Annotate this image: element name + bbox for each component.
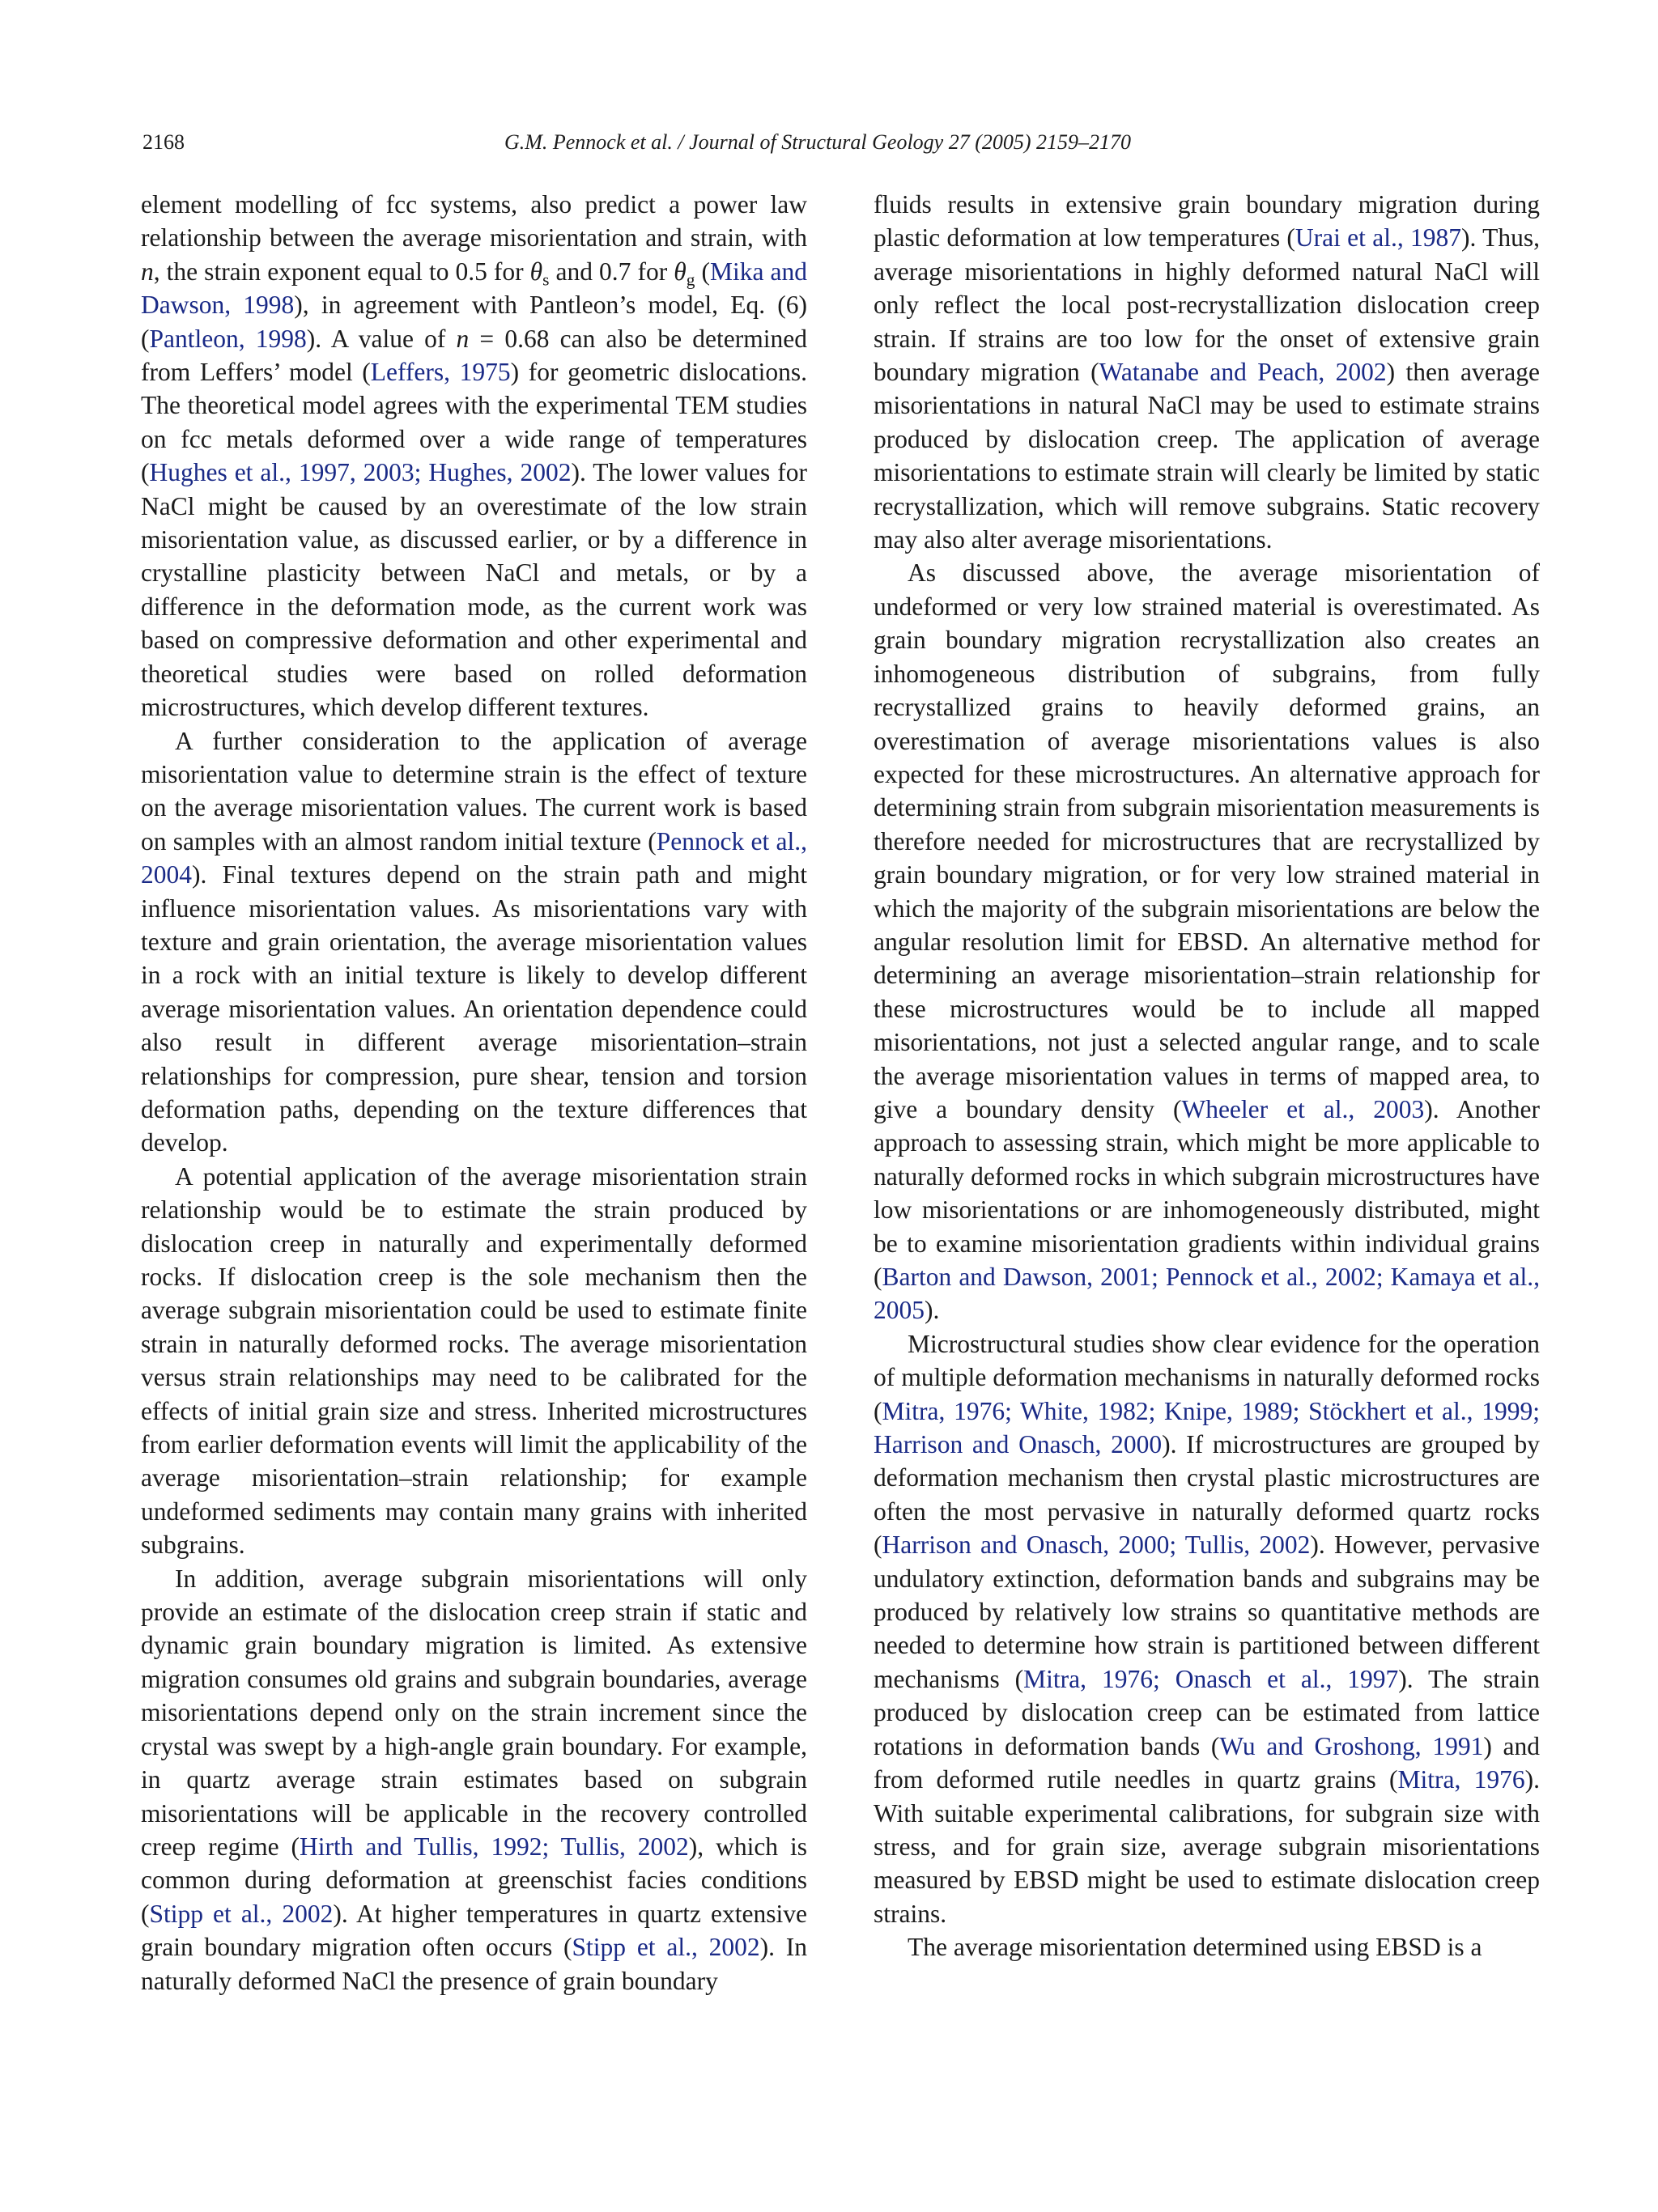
citation-link[interactable]: Stipp et al., 2002 bbox=[572, 1933, 760, 1962]
citation-link[interactable]: Leffers, 1975 bbox=[370, 358, 511, 387]
paragraph: A further consideration to the application of average misorientation value to determine strain is the effect of texture on the average misorientation values. The current work is based on samples with an almost random initial texture (Pennock et al., 2004). Final textures depend on the strain path and might influence misorientation values. As misorientations vary with texture and grain orientation, the average misorientation values in a rock with an initial texture is likely to develop different average misorientation values. An orientation dependence could also result in different average misorientation–strain relationships for compression, pure shear, tension and torsion deformation paths, depending on the texture differences that develop. bbox=[141, 726, 808, 1157]
left-column bbox=[141, 188, 807, 1998]
citation-link[interactable]: Watanabe and Peach, 2002 bbox=[1099, 358, 1387, 387]
paragraph: fluids results in extensive grain boundary migration during plastic deformation at low temperatures (Urai et al., 1987). Thus, average misorientations in highly deformed natural NaCl will only reflect the local post-recrystallization dislocation creep strain. If strains are too low for the onset of extensive grain boundary migration (Watanabe and Peach, 2002) then average misorientations in natural NaCl may be used to estimate strains produced by dislocation creep. The application of average misorientations to estimate strain will clearly be limited by static recrystallization, which will remove subgrains. Static recovery may also alter average misorientations. bbox=[874, 190, 1540, 554]
citation-link[interactable]: Mitra, 1976; Onasch et al., 1997 bbox=[1023, 1664, 1399, 1693]
math-variable: n bbox=[141, 257, 154, 286]
math-variable: n bbox=[456, 324, 470, 353]
right-column bbox=[874, 188, 1540, 1964]
citation-link[interactable]: Hirth and Tullis, 1992; Tullis, 2002 bbox=[300, 1832, 689, 1861]
paragraph: The average misorientation determined using EBSD is a bbox=[908, 1933, 1482, 1962]
citation-link[interactable]: Pennock et al., 2004 bbox=[141, 826, 808, 889]
citation-link[interactable]: Wu and Groshong, 1991 bbox=[1219, 1731, 1484, 1760]
math-variable: θ bbox=[674, 257, 687, 286]
paragraph: A potential application of the average misorientation strain relationship would be to estimate the strain produced by dislocation creep in naturally and experimentally deformed rocks. If dislocation creep is the sole mechanism then the average subgrain misorientation could be used to estimate finite strain in naturally deformed rocks. The average misorientation versus strain relationships may need to be calibrated for the effects of initial grain size and stress. Inherited microstructures from earlier deformation events will limit the applicability of the average misorientation–strain relationship; for example undeformed sediments may contain many grains with inherited subgrains. bbox=[141, 1161, 807, 1560]
citation-link[interactable]: Wheeler et al., 2003 bbox=[1181, 1094, 1425, 1123]
citation-link[interactable]: Harrison and Onasch, 2000; Tullis, 2002 bbox=[882, 1531, 1311, 1560]
math-variable: θ bbox=[529, 257, 543, 286]
citation-link[interactable]: Mitra, 1976 bbox=[1397, 1765, 1525, 1794]
paragraph: element modelling of fcc systems, also predict a power law relationship between the average misorientation and strain, with n, the strain exponent equal to 0.5 for $\theta_s$ and 0.7 for $\theta_g$ (Mika and Dawson, 1998), in agreement with Pantleon’s model, Eq. (6) (Pantleon, 1998). A value of n = 0.68 can also be determined from Leffers’ model (Leffers, 1975) for geometric dislocations. The theoretical model agrees with the experimental TEM studies on fcc metals deformed over a wide range of temperatures (Hughes et al., 1997, 2003; Hughes, 2002). The lower values for NaCl might be caused by an overestimate of the low strain misorientation value, as discussed earlier, or by a difference in crystalline plasticity between NaCl and metals, or by a difference in the deformation mode, as the current work was based on compressive deformation and other experimental and theoretical studies were based on rolled deformation microstructures, which develop different textures. bbox=[141, 190, 807, 722]
paragraph: As discussed above, the average misorientation of undeformed or very low strained material is overestimated. As grain boundary migration recrystallization also creates an inhomogeneous distribution of subgrains, from fully recrystallized grains to heavily deformed grains, an overestimation of average misorientations values is also expected for these microstructures. An alternative approach for determining strain from subgrain misorientation measurements is therefore needed for microstructures that are recrystallized by grain boundary migration, or for very low strained material in which the majority of the subgrain misorientations are below the angular resolution limit for EBSD. An alternative method for determining an average misorientation–strain relationship for these microstructures would be to include all mapped misorientations, not just a selected angular range, and to scale the average misorientation values in terms of mapped area, to give a boundary density (Wheeler et al., 2003). Another approach to assessing strain, which might be more applicable to naturally deformed rocks in which subgrain microstructures have low misorientations or are inhomogeneously distributed, might be to examine misorientation gradients within individual grains (Barton and Dawson, 2001; Pennock et al., 2002; Kamaya et al., 2005). bbox=[874, 558, 1540, 1325]
paragraph: Microstructural studies show clear evidence for the operation of multiple deformation mechanisms in naturally deformed rocks (Mitra, 1976; White, 1982; Knipe, 1989; Stöckhert et al., 1999; Harrison and Onasch, 2000). If microstructures are grouped by deformation mechanism then crystal plastic microstructures are often the most pervasive in naturally deformed quartz rocks (Harrison and Onasch, 2000; Tullis, 2002). However, pervasive undulatory extinction, deformation bands and subgrains may be produced by relatively low strains so quantitative methods are needed to determine how strain is partitioned between different mechanisms (Mitra, 1976; Onasch et al., 1997). The strain produced by dislocation creep can be estimated from lattice rotations in deformation bands (Wu and Groshong, 1991) and from deformed rutile needles in quartz grains (Mitra, 1976). With suitable experimental calibrations, for subgrain size with stress, and for grain size, average subgrain misorientations measured by EBSD might be used to estimate dislocation creep strains. bbox=[874, 1329, 1541, 1928]
citation-link[interactable]: Hughes et al., 1997, 2003; Hughes, 2002 bbox=[149, 458, 572, 487]
citation-link[interactable]: Pantleon, 1998 bbox=[149, 324, 307, 353]
citation-link[interactable]: Stipp et al., 2002 bbox=[149, 1899, 334, 1928]
running-head: G.M. Pennock et al. / Journal of Structural Geology 27 (2005) 2159–2170 bbox=[504, 130, 1132, 154]
citation-link[interactable]: Mitra, 1976; White, 1982; Knipe, 1989; Stöckhert et al., 1999; Harrison and Onasch, 2000 bbox=[874, 1396, 1540, 1459]
citation-link[interactable]: Urai et al., 1987 bbox=[1295, 223, 1462, 253]
citation-link[interactable]: Barton and Dawson, 2001; Pennock et al., 2002; Kamaya et al., 2005 bbox=[874, 1263, 1540, 1325]
paragraph: In addition, average subgrain misorientations will only provide an estimate of the dislocation creep strain if static and dynamic grain boundary migration is limited. As extensive migration consumes old grains and subgrain boundaries, average misorientations depend only on the strain increment since the crystal was swept by a high-angle grain boundary. For example, in quartz average strain estimates based on subgrain misorientations will be applicable in the recovery controlled creep regime (Hirth and Tullis, 1992; Tullis, 2002), which is common during deformation at greenschist facies conditions (Stipp et al., 2002). At higher temperatures in quartz extensive grain boundary migration often occurs (Stipp et al., 2002). In naturally deformed NaCl the presence of grain boundary bbox=[141, 1564, 807, 1995]
page-number: 2168 bbox=[142, 130, 185, 154]
citation-link[interactable]: Mika and Dawson, 1998 bbox=[141, 257, 807, 320]
